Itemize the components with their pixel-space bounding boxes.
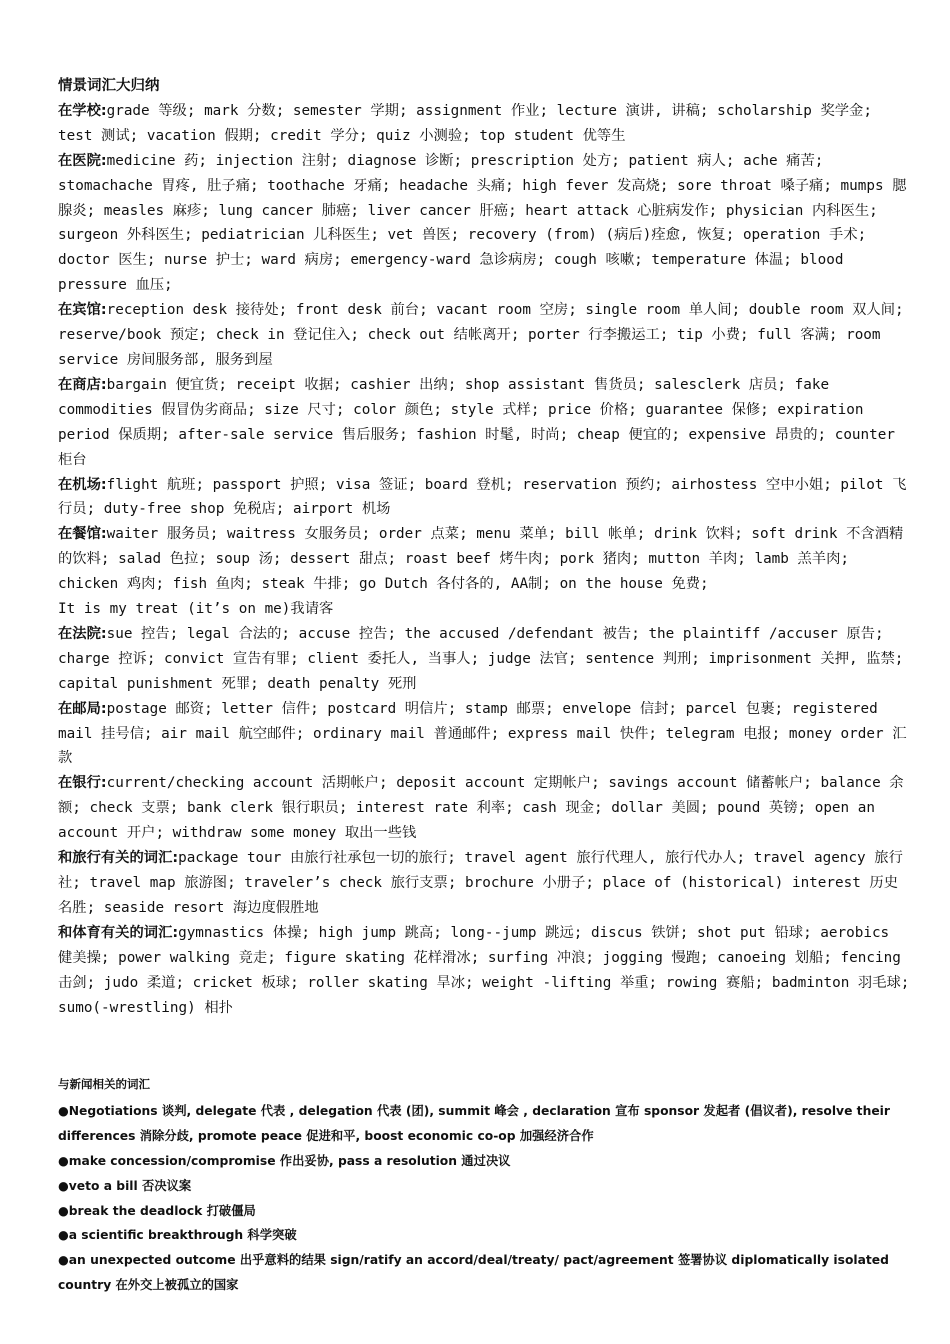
section-heading: 在银行:: [58, 775, 107, 792]
section-hospital: [58, 149, 910, 298]
news-bullet-item: ●break the deadlock 打破僵局: [58, 1203, 256, 1218]
section-sports: [58, 921, 910, 1021]
section-heading: 在商店:: [58, 376, 107, 393]
section-text: reception desk 接待处; front desk 前台; vacant room 空房; single room 单人间; double room 双人间; reserve/book 预定; check in 登记住入; check out 结帐离开; porter 行李搬运工; tip 小费; full 客满; room service 房间服务部, 服务到屋: [58, 302, 904, 368]
section-text: postage 邮资; letter 信件; postcard 明信片; stamp 邮票; envelope 信封; parcel 包裹; registered mail 挂号信; air mail 航空邮件; ordinary mail 普通邮件; express mail 快件; telegram 电报; money order 汇款: [58, 700, 907, 767]
news-bullet-item: ●veto a bill 否决议案: [58, 1178, 192, 1193]
section-hotel: [58, 298, 910, 373]
news-bullet-item: ●make concession/compromise 作出妥协, pass a resolution 通过决议: [58, 1153, 511, 1168]
document-title: 情景词汇大归纳: [58, 78, 160, 94]
news-vocabulary-section: [58, 1072, 910, 1298]
section-shop: [58, 373, 910, 473]
section-text: medicine 药; injection 注射; diagnose 诊断; prescription 处方; patient 病人; ache 痛苦; stomachache 胃疼, 肚子痛; toothache 牙痛; headache 头痛; high fever 发高烧; sore throat 嗓子痛; mumps 腮腺炎; measles 麻疹; lung cancer 肺癌; liver cancer 肝癌; heart attack 心脏病发作; physician 内科医生; surgeon 外科医生; pediatrician 儿科医生; vet 兽医; recovery (from) (病后)痊愈, 恢复; operation 手术; doctor 医生; nurse 护士; ward 病房; emergency-ward 急诊病房; cough 咳嗽; temperature 体温; blood pressure 血压;: [58, 152, 907, 294]
section-heading: 在餐馆:: [58, 526, 107, 543]
section-text: waiter 服务员; waitress 女服务员; order 点菜; menu 菜单; bill 帐单; drink 饮料; soft drink 不含酒精的饮料; salad 色拉; soup 汤; dessert 甜点; roast beef 烤牛肉; pork 猪肉; mutton 羊肉; lamb 羔羊肉; chicken 鸡肉; fish 鱼肉; steak 牛排; go Dutch 各付各的, AA制; on the house 免费;: [58, 526, 904, 593]
section-text: sue 控告; legal 合法的; accuse 控告; the accused /defendant 被告; the plaintiff /accuser 原告; charge 控诉; convict 宣告有罪; client 委托人, 当事人; judge 法官; sentence 判刑; imprisonment 关押, 监禁; capital punishment 死罪; death penalty 死刑: [58, 625, 904, 692]
vocabulary-document: [58, 74, 910, 1020]
section-heading: 在法院:: [58, 625, 107, 642]
section-text: gymnastics 体操; high jump 跳高; long--jump 跳远; discus 铁饼; shot put 铅球; aerobics 健美操; power walking 竞走; figure skating 花样滑冰; surfing 冲浪; jogging 慢跑; canoeing 划船; fencing 击剑; judo 柔道; cricket 板球; roller skating 旱冰; weight -lifting 举重; rowing 赛船; badminton 羽毛球; sumo(-wrestling) 相扑: [58, 924, 910, 1016]
section-heading: 在宾馆:: [58, 302, 107, 319]
section-court: [58, 622, 910, 697]
section-text: package tour 由旅行社承包一切的旅行; travel agent 旅行代理人, 旅行代办人; travel agency 旅行社; travel map 旅游图; traveler’s check 旅行支票; brochure 小册子; place of (historical) interest 历史名胜; seaside resort 海边度假胜地: [58, 850, 903, 916]
news-bullet-item: ●Negotiations 谈判, delegate 代表 , delegation 代表 (团), summit 峰会 , declaration 宣布 sponsor 发起者 (倡议者), resolve their differences 消除分歧, promote peace 促进和平, boost economic co-op 加强经济合作: [58, 1103, 890, 1143]
section-airport: [58, 473, 910, 523]
section-heading: 和旅行有关的词汇:: [58, 850, 179, 867]
section-school: [58, 99, 910, 149]
section-bank: [58, 771, 910, 846]
section-heading: 在邮局:: [58, 700, 107, 717]
section-travel: [58, 846, 910, 921]
section-treat-line: [58, 597, 910, 622]
section-text: grade 等级; mark 分数; semester 学期; assignment 作业; lecture 演讲, 讲稿; scholarship 奖学金; test 测试; vacation 假期; credit 学分; quiz 小测验; top student 优等生: [58, 102, 872, 144]
news-bullet-item: ●an unexpected outcome 出乎意料的结果 sign/ratify an accord/deal/treaty/ pact/agreement 签署协议 diplomatically isolated country 在外交上被孤立的国家: [58, 1253, 889, 1293]
section-heading: 在学校:: [58, 102, 107, 119]
section-post-office: [58, 697, 910, 772]
section-heading: 在机场:: [58, 476, 107, 493]
section-text: flight 航班; passport 护照; visa 签证; board 登机; reservation 预约; airhostess 空中小姐; pilot 飞行员; duty-free shop 免税店; airport 机场: [58, 476, 907, 518]
section-text: It is my treat (it’s on me)我请客: [58, 601, 334, 618]
section-heading: 在医院:: [58, 152, 107, 169]
news-section-title: 与新闻相关的词汇: [58, 1077, 150, 1091]
section-text: current/checking account 活期帐户; deposit account 定期帐户; savings account 储蓄帐户; balance 余额; check 支票; bank clerk 银行职员; interest rate 利率; cash 现金; dollar 美圆; pound 英镑; open an account 开户; withdraw some money 取出一些钱: [58, 775, 904, 842]
section-heading: 和体育有关的词汇:: [58, 924, 179, 941]
section-text: bargain 便宜货; receipt 收据; cashier 出纳; shop assistant 售货员; salesclerk 店员; fake commodities 假冒伪劣商品; size 尺寸; color 颜色; style 式样; price 价格; guarantee 保修; expiration period 保质期; after-sale service 售后服务; fashion 时髦, 时尚; cheap 便宜的; expensive 昂贵的; counter 柜台: [58, 376, 895, 468]
news-bullet-item: ●a scientific breakthrough 科学突破: [58, 1228, 297, 1243]
section-restaurant: [58, 522, 910, 597]
